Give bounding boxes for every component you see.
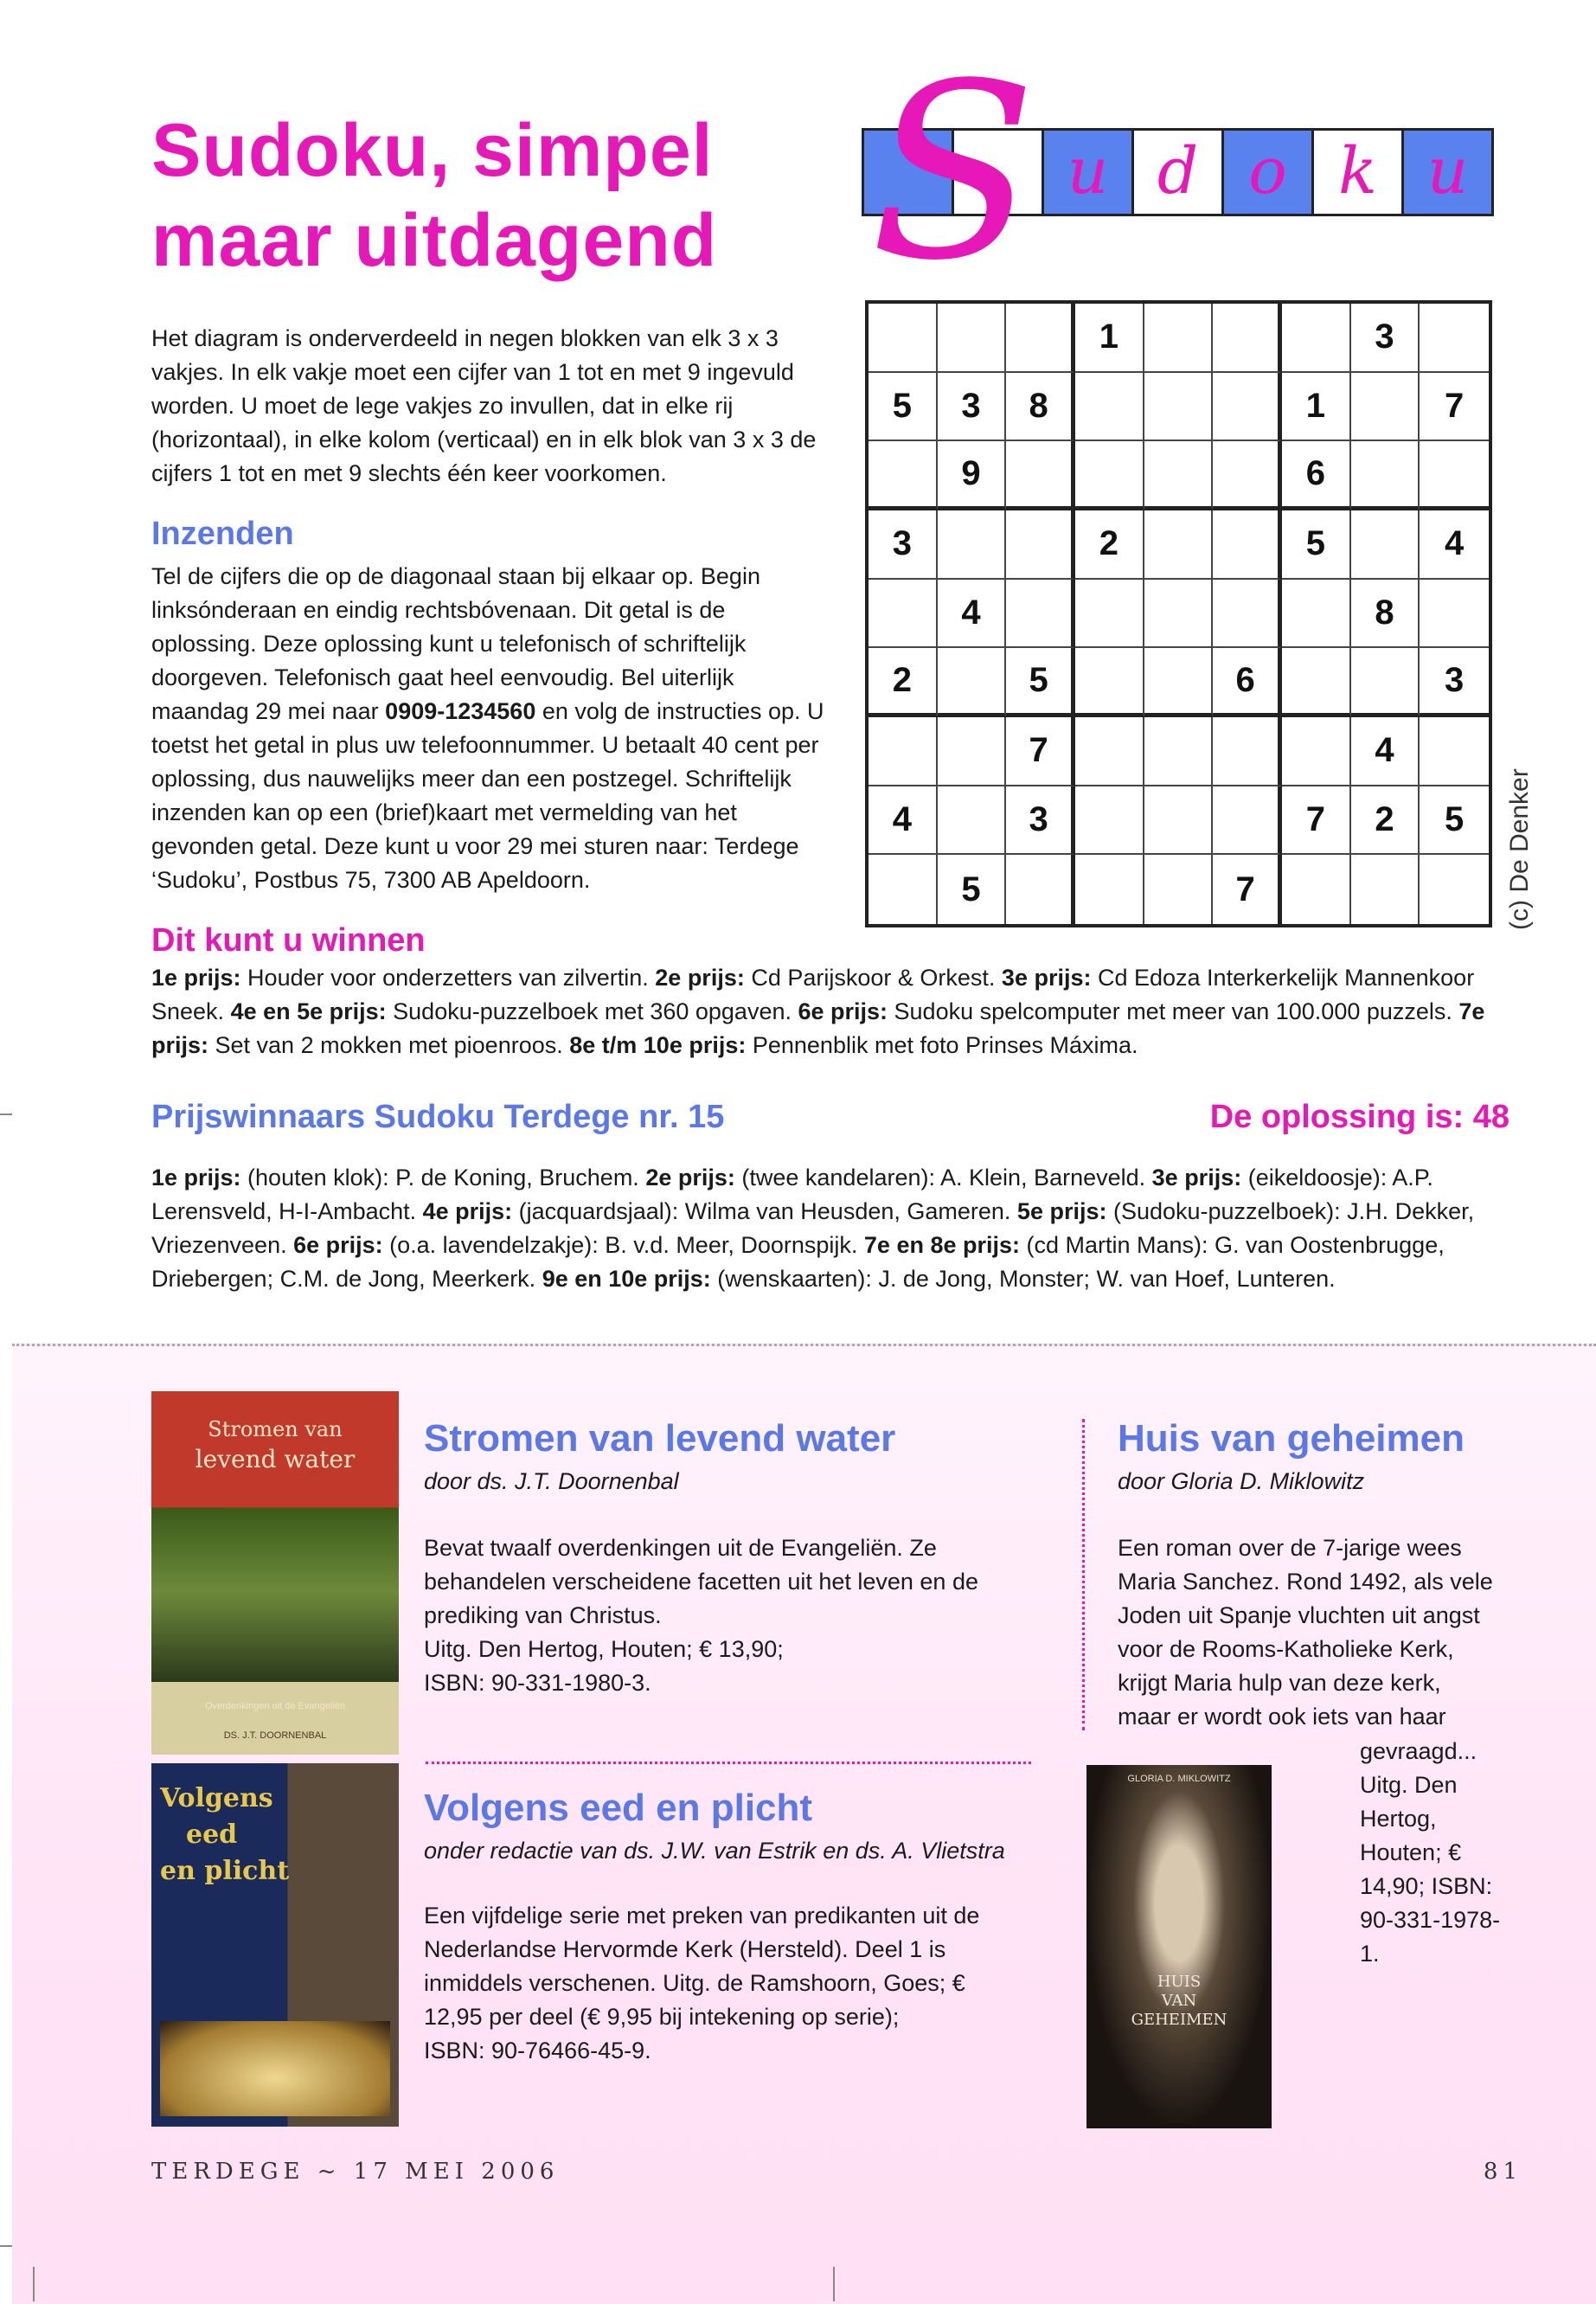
grid-cell: 5 (1006, 648, 1075, 717)
grid-cell (869, 304, 938, 373)
sudoku-grid (865, 300, 1492, 927)
grid-cell (1006, 580, 1075, 649)
winners-list (151, 1161, 1514, 1296)
cover-title-3: en plicht (160, 1856, 290, 1886)
cover-title-1: Stromen van (208, 1417, 343, 1441)
book-desc-stromen: Bevat twaalf overdenkingen uit de Evangeliën. Ze behandelen verscheidene facetten uit het leven en de prediking van Christus. Uitg. Den Hertog, Houten; € 13,90; ISBN: 90-331-1980-3. (424, 1535, 978, 1696)
grid-cell (1420, 855, 1489, 924)
grid-cell (1351, 441, 1420, 510)
prize-label: 1e prijs: (151, 965, 241, 991)
grid-cell (1144, 855, 1214, 924)
grid-cell: 5 (1282, 510, 1351, 580)
grid-cell (1075, 648, 1144, 717)
banner-big-letter: S (870, 32, 1036, 314)
prize-text: (wenskaarten): J. de Jong, Monster; W. van Hoef, Lunteren. (710, 1266, 1336, 1292)
banner-cell (1221, 128, 1314, 216)
banner-cell (1042, 128, 1134, 216)
cover-title-2: levend water (195, 1445, 356, 1473)
grid-cell: 1 (1075, 304, 1144, 373)
cover-title-block (160, 1781, 289, 1890)
cover-author: DS. J.T. DOORNENBAL (223, 1730, 327, 1741)
grid-cell: 7 (1213, 855, 1282, 924)
cover-title-2: eed (186, 1819, 238, 1850)
book-desc-huis-cont: gevraagd... Uitg. Den Hertog, Houten; € 14,90; ISBN: 90-331-1978-1. (1360, 1738, 1501, 1967)
grid-cell (1282, 717, 1351, 786)
copyright-credit: (c) De Denker (1505, 768, 1534, 930)
prize-text: Houder voor onderzetters van zilvertin. (240, 965, 656, 991)
grid-cell: 6 (1282, 441, 1351, 510)
prize-label: 9e en 10e prijs: (542, 1266, 711, 1292)
winners-heading: Prijswinnaars Sudoku Terdege nr. 15 (151, 1099, 725, 1135)
grid-cell: 9 (938, 441, 1007, 510)
book-title-volgens: Volgens eed en plicht (424, 1787, 813, 1829)
grid-cell: 5 (1420, 786, 1489, 856)
prize-label: 3e prijs: (1001, 965, 1092, 991)
grid-cell (1006, 441, 1075, 510)
grid-cell (869, 580, 938, 649)
prize-label: 6e prijs: (293, 1232, 383, 1258)
divider-vertical (1082, 1419, 1085, 1730)
book-cover-volgens (151, 1763, 399, 2127)
grid-cell (1213, 580, 1282, 649)
prize-label: 7e en 8e prijs: (863, 1232, 1020, 1258)
grid-cell (1075, 441, 1144, 510)
grid-cell (1144, 580, 1214, 649)
grid-cell (938, 648, 1007, 717)
prize-text: (cd Martin Mans): G. van Oostenbrugge, Driebergen; C.M. de Jong, Meerkerk. (151, 1232, 1445, 1292)
winnen-heading: Dit kunt u winnen (151, 922, 426, 959)
grid-cell (938, 510, 1007, 580)
book-byline-huis: door Gloria D. Miklowitz (1118, 1468, 1365, 1494)
grid-cell: 8 (1006, 373, 1075, 442)
banner-cell (1311, 128, 1404, 216)
grid-cell (1006, 510, 1075, 580)
grid-cell: 8 (1351, 580, 1420, 649)
grid-cell (1351, 648, 1420, 717)
grid-cell: 3 (938, 373, 1007, 442)
grid-cell (1144, 648, 1214, 717)
grid-cell (1006, 855, 1075, 924)
prize-text: (twee kandelaren): A. Klein, Barneveld. (734, 1165, 1152, 1191)
prize-label: 5e prijs: (1016, 1198, 1107, 1224)
grid-cell (1075, 855, 1144, 924)
bible-image (160, 2021, 390, 2116)
grid-cell (1144, 510, 1214, 580)
page-title (151, 106, 843, 286)
grid-cell (1144, 441, 1214, 510)
prize-text: Pennenblik met foto Prinses Máxima. (746, 1032, 1138, 1058)
grid-cell (1213, 717, 1282, 786)
grid-cell (1075, 717, 1144, 786)
grid-cell (869, 855, 938, 924)
inzenden-text: Tel de cijfers die op de diagonaal staan bij elkaar op. Begin linksónderaan en eindig rechtsbóvenaan. Dit getal is de oplossing. Deze oplossing kunt u telefonisch of schriftelijk doorgeven. Telefonisch gaat heel eenvoudig. Bel uiterlijk maandag 29 mei naar 0909-1234560 en volg de instructies op. U toetst het getal in plus uw telefoonnummer. U betaalt 40 cent per oplossing, dus nauwelijks meer dan een postzegel. Schriftelijk inzenden kan op een (brief)kaart met vermelding van het gevonden getal. Deze kunt u voor 29 mei sturen naar: Terdege ‘Sudoku’, Postbus 75, 7300 AB Apeldoorn. (151, 563, 824, 893)
grid-cell (1006, 304, 1075, 373)
grid-cell (938, 304, 1007, 373)
prize-label: 7e prijs: (151, 998, 1485, 1058)
crop-mark (33, 2267, 35, 2301)
prize-text: Sudoku-puzzelboek met 360 opgaven. (386, 998, 798, 1024)
grid-cell (1351, 373, 1420, 442)
grid-cell (1213, 373, 1282, 442)
grid-cell: 3 (1351, 304, 1420, 373)
grid-cell (938, 717, 1007, 786)
grid-cell (1282, 580, 1351, 649)
grid-cell (1420, 580, 1489, 649)
grid-cell: 4 (869, 786, 938, 856)
prize-text: (Sudoku-puzzelboek): J.H. Dekker, Vriezenveen. (151, 1198, 1475, 1258)
grid-cell: 4 (938, 580, 1007, 649)
grid-cell (938, 786, 1007, 856)
divider-horizontal (426, 1762, 1031, 1764)
grid-cell (1144, 717, 1214, 786)
grid-cell: 4 (1351, 717, 1420, 786)
banner-letter: u (1426, 134, 1469, 209)
banner-letter: k (1338, 134, 1377, 209)
cover-author: GLORIA D. MIKLOWITZ (1127, 1774, 1231, 1784)
banner-cell (1131, 128, 1224, 216)
grid-cell (1420, 441, 1489, 510)
prize-text: (o.a. lavendelzakje): B. v.d. Meer, Doornspijk. (382, 1232, 864, 1258)
prize-label: 4e prijs: (422, 1198, 513, 1224)
grid-cell: 1 (1282, 373, 1351, 442)
grid-cell (869, 441, 938, 510)
intro-text: Het diagram is onderverdeeld in negen blokken van elk 3 x 3 vakjes. In elk vakje moet een cijfer van 1 tot en met 9 ingevuld worden. U moet de lege vakjes zo invullen, dat in elke rij (horizontaal), in elke kolom (verticaal) en in elk blok van 3 x 3 de cijfers 1 tot en met 9 slechts één keer voorkomen. (151, 325, 817, 486)
grid-cell (1351, 855, 1420, 924)
prize-label: 1e prijs: (151, 1165, 241, 1191)
grid-cell: 3 (1420, 648, 1489, 717)
cover-title-2: VAN (1161, 1992, 1197, 2010)
grid-cell (869, 717, 938, 786)
book-desc-huis: Een roman over de 7-jarige wees Maria Sanchez. Rond 1492, als vele Joden uit Spanje vluchten uit angst voor de Rooms-Katholieke Kerk, krijgt Maria hulp van deze kerk, maar er wordt ook iets van haar (1118, 1535, 1493, 1730)
title-line-1: Sudoku, simpel (151, 109, 714, 192)
grid-cell (1420, 717, 1489, 786)
book-title-huis: Huis van geheimen (1118, 1417, 1465, 1460)
prize-text: Set van 2 mokken met pioenroos. (208, 1032, 570, 1058)
book-byline-stromen: door ds. J.T. Doornenbal (424, 1468, 679, 1494)
cover-title-3: GEHEIMEN (1131, 2011, 1227, 2029)
banner-letter: d (1157, 134, 1199, 209)
banner-letter: u (1067, 134, 1109, 209)
grid-cell (1144, 786, 1214, 856)
prize-text: Cd Edoza Interkerkelijk Mannenkoor Sneek. (151, 965, 1475, 1024)
cover-title-1: HUIS (1157, 1973, 1202, 1991)
grid-cell: 3 (1006, 786, 1075, 856)
grid-cell: 5 (938, 855, 1007, 924)
footer-left: TERDEGE ~ 17 MEI 2006 (151, 2159, 560, 2185)
prize-label: 2e prijs: (655, 965, 745, 991)
prize-text: (eikeldoosje): A.P. Lerensveld, H-I-Ambacht. (151, 1165, 1433, 1224)
grid-cell: 2 (1075, 510, 1144, 580)
inzenden-heading: Inzenden (151, 516, 294, 552)
prize-list (151, 961, 1501, 1062)
grid-cell (1420, 304, 1489, 373)
grid-cell (1282, 304, 1351, 373)
grid-cell (1213, 304, 1282, 373)
grid-cell (1075, 580, 1144, 649)
crop-mark (0, 2245, 12, 2247)
book-cover-huis (1086, 1765, 1272, 2128)
prize-label: 8e t/m 10e prijs: (569, 1032, 747, 1058)
banner-letter: o (1248, 134, 1287, 209)
crop-mark (0, 1113, 12, 1115)
grid-cell: 4 (1420, 510, 1489, 580)
grid-cell: 2 (1351, 786, 1420, 856)
grid-cell (1282, 855, 1351, 924)
grid-cell: 7 (1420, 373, 1489, 442)
grid-cell (1144, 304, 1214, 373)
grid-cell: 7 (1282, 786, 1351, 856)
grid-cell (1282, 648, 1351, 717)
prize-text: Cd Parijskoor & Orkest. (744, 965, 1002, 991)
grid-cell (1213, 441, 1282, 510)
page-number: 81 (1483, 2159, 1522, 2185)
grid-cell (1213, 786, 1282, 856)
cover-subtitle: Overdenkingen uit de Evangeliën (204, 1701, 346, 1711)
grid-cell: 5 (869, 373, 938, 442)
prize-label: 4e en 5e prijs: (230, 998, 387, 1024)
book-byline-volgens: onder redactie van ds. J.W. van Estrik en ds. A. Vlietstra (424, 1838, 1005, 1864)
grid-cell (1075, 373, 1144, 442)
prize-text: (jacquardsjaal): Wilma van Heusden, Gameren. (512, 1198, 1017, 1224)
grid-cell (1351, 510, 1420, 580)
cover-title-block (1086, 1973, 1272, 2030)
prize-label: 6e prijs: (798, 998, 888, 1024)
grid-cell: 7 (1006, 717, 1075, 786)
cover-title-1: Volgens (160, 1783, 273, 1813)
grid-cell: 2 (869, 648, 938, 717)
crop-mark (833, 2267, 835, 2301)
grid-cell: 3 (869, 510, 938, 580)
grid-cell (1075, 786, 1144, 856)
solution-label: De oplossing is: 48 (1209, 1099, 1509, 1135)
prize-label: 2e prijs: (645, 1165, 735, 1191)
grid-cell: 6 (1213, 648, 1282, 717)
banner-cell (1401, 128, 1494, 216)
book-desc-volgens: Een vijfdelige serie met preken van predikanten uit de Nederlandse Hervormde Kerk (Hersteld). Deel 1 is inmiddels verschenen. Uitg. de Ramshoorn, Goes; € 12,95 per deel (€ 9,95 bij intekening op serie); ISBN: 90-76466-45-9. (424, 1903, 980, 2063)
book-cover-stromen (151, 1391, 399, 1755)
phone-number: 0909-1234560 (385, 698, 536, 724)
grid-cell (1144, 373, 1214, 442)
prize-text: Sudoku spelcomputer met meer van 100.000 puzzels. (888, 998, 1459, 1024)
prize-text: (houten klok): P. de Koning, Bruchem. (240, 1165, 646, 1191)
grid-cell (1213, 510, 1282, 580)
book-title-stromen: Stromen van levend water (424, 1417, 896, 1460)
prize-label: 3e prijs: (1151, 1165, 1242, 1191)
title-line-2: maar uitdagend (151, 199, 718, 282)
